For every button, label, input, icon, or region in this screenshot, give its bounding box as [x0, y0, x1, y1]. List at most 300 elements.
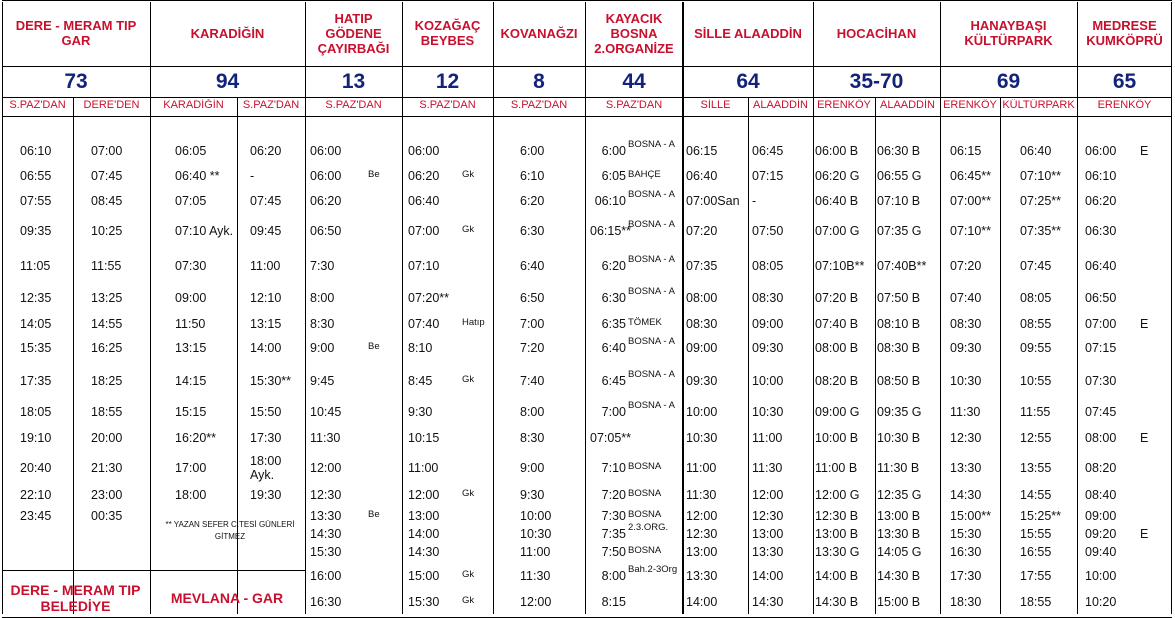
departure-time: 07:15: [752, 169, 784, 183]
departure-time: 9:45: [310, 374, 335, 388]
departure-time: 06:00: [408, 144, 440, 158]
departure-time: 10:00: [520, 509, 552, 523]
departure-time: 06:45: [752, 144, 784, 158]
departure-time: 18:30: [950, 595, 982, 609]
departure-time: 06:15: [686, 144, 718, 158]
departure-time: 11:00 B: [815, 461, 858, 475]
departure-time: 13:15: [250, 317, 282, 331]
departure-time: 06:40 **: [175, 169, 220, 183]
departure-time: 07:20: [950, 259, 982, 273]
departure-time: 09:00 G: [815, 405, 860, 419]
departure-time: 13:25: [91, 291, 123, 305]
departure-time: 12:00: [520, 595, 552, 609]
departure-time: 13:00 B: [877, 509, 921, 523]
route-note: Gk: [462, 488, 475, 499]
departure-time: 14:55: [91, 317, 123, 331]
departure-time: 07:45: [1020, 259, 1052, 273]
departure-time: 11:30: [752, 461, 783, 475]
departure-time: 15:25**: [1020, 509, 1062, 523]
departure-time: 10:00: [1085, 569, 1117, 583]
departure-time: 12:30 B: [815, 509, 859, 523]
route-note: Be: [368, 169, 380, 180]
departure-time: 07:35: [686, 259, 718, 273]
departure-time: 07:10 B: [877, 194, 921, 208]
departure-time: 06:00 B: [815, 144, 859, 158]
departure-time: 07:00: [91, 144, 123, 158]
departure-time: 07:30: [1085, 374, 1117, 388]
route-note: BOSNA - A: [628, 400, 675, 411]
departure-time: 12:35: [20, 291, 52, 305]
departure-time: 07:40: [950, 291, 982, 305]
route-title-hatip: HATIP GÖDENE ÇAYIRBAĞI: [317, 10, 390, 56]
route-note: BOSNA - A: [628, 139, 675, 150]
departure-time: 14:30: [310, 527, 342, 541]
departure-time: -: [250, 169, 255, 183]
departure-time: 6:10: [520, 169, 545, 183]
route-title-hanaybasi: HANAYBAŞI KÜLTÜRPARK: [964, 18, 1053, 48]
departure-time: 06:30 B: [877, 144, 921, 158]
departure-time: 06:00: [310, 144, 342, 158]
departure-time: 23:00: [91, 488, 123, 502]
departure-time: 06:20 G: [815, 169, 860, 183]
departure-time: 07:50 B: [877, 291, 921, 305]
departure-time: 06:00: [310, 169, 342, 183]
departure-time: 06:20: [310, 194, 342, 208]
departure-time: 09:00: [752, 317, 784, 331]
route-note: BOSNA - A: [628, 254, 675, 265]
departure-time: 13:30: [310, 509, 342, 523]
departure-time: 20:00: [91, 431, 123, 445]
grid-hline: [2, 570, 305, 571]
direction-label: DERE'DEN: [83, 99, 140, 111]
departure-time: 16:25: [91, 341, 123, 355]
departure-time: 6:05: [601, 169, 626, 183]
departure-time: 23:45: [20, 509, 52, 523]
departure-time: 17:55: [1020, 569, 1052, 583]
departure-time: 18:00 Ayk.: [250, 454, 282, 482]
departure-time: 09:20: [1085, 527, 1117, 541]
departure-time: 06:30: [1085, 224, 1117, 238]
departure-time: 7:00: [520, 317, 545, 331]
departure-time: 7:40: [520, 374, 545, 388]
departure-time: 00:35: [91, 509, 123, 523]
route-number-karadigin: 94: [215, 70, 240, 93]
departure-time: 16:30: [950, 545, 982, 559]
departure-time: 20:40: [20, 461, 52, 475]
direction-label: KÜLTÜRPARK: [1002, 99, 1075, 111]
grid-hline: [2, 116, 1172, 117]
departure-time: 15:30: [950, 527, 982, 541]
departure-time: 6:30: [601, 291, 626, 305]
departure-time: 06:15**: [590, 224, 632, 238]
departure-time: 08:20 B: [815, 374, 859, 388]
route-number-hocacihan: 35-70: [849, 70, 904, 93]
departure-time: 17:30: [250, 431, 282, 445]
departure-time: 18:25: [91, 374, 123, 388]
departure-time: 14:00: [250, 341, 282, 355]
departure-time: 09:30: [752, 341, 784, 355]
departure-time: 09:35: [20, 224, 52, 238]
direction-label: ERENKÖY: [943, 99, 997, 111]
departure-time: 7:10: [601, 461, 626, 475]
departure-time: 08:10 B: [877, 317, 921, 331]
departure-time: 18:55: [91, 405, 123, 419]
departure-time: 10:00: [686, 405, 718, 419]
departure-time: E: [1140, 317, 1149, 331]
departure-time: 07:30: [175, 259, 207, 273]
departure-time: 15:30: [310, 545, 342, 559]
route-note: Bah.2-3Org: [628, 564, 678, 575]
grid-vline: [1171, 2, 1172, 614]
route-note: BOSNA - A: [628, 219, 675, 230]
departure-time: 06:40: [686, 169, 718, 183]
departure-time: 06:10: [20, 144, 52, 158]
departure-time: 08:00: [686, 291, 718, 305]
route-note: BOSNA - A: [628, 369, 675, 380]
departure-time: 6:00: [520, 144, 545, 158]
route-note: Be: [368, 509, 380, 520]
route-note: BOSNA: [628, 545, 662, 556]
departure-time: E: [1140, 527, 1149, 541]
departure-time: 9:00: [310, 341, 335, 355]
departure-time: 08:00: [1085, 431, 1117, 445]
departure-time: 07:00**: [950, 194, 992, 208]
departure-time: 14:05 G: [877, 545, 922, 559]
departure-time: 8:00: [520, 405, 545, 419]
route-note: Hatıp: [462, 317, 485, 328]
direction-label: ALAADDİN: [879, 99, 936, 111]
departure-time: 15:15: [175, 405, 207, 419]
departure-time: 8:00: [310, 291, 335, 305]
departure-time: 10:45: [310, 405, 342, 419]
departure-time: 6:00: [601, 144, 626, 158]
departure-time: 15:35: [20, 341, 52, 355]
departure-time: 16:20**: [175, 431, 217, 445]
departure-time: 19:10: [20, 431, 52, 445]
departure-time: 7:20: [520, 341, 545, 355]
departure-time: 14:00: [686, 595, 718, 609]
direction-label: ERENKÖY: [1097, 99, 1152, 111]
route-title-dere: DERE - MERAM TIP GAR: [15, 18, 137, 48]
departure-time: 07:35**: [1020, 224, 1062, 238]
departure-time: 12:00: [310, 461, 342, 475]
route-note: Gk: [462, 569, 475, 580]
departure-time: 17:30: [950, 569, 982, 583]
direction-label: SİLLE: [700, 99, 731, 111]
departure-time: 06:45**: [950, 169, 992, 183]
departure-time: 07:25**: [1020, 194, 1062, 208]
departure-time: 06:15: [950, 144, 982, 158]
departure-time: 11:00: [520, 545, 551, 559]
route-note: BOSNA - A: [628, 336, 675, 347]
departure-time: 18:55: [1020, 595, 1052, 609]
direction-label: S.PAZ'DAN: [242, 99, 300, 111]
departure-time: 12:30: [752, 509, 784, 523]
departure-time: 08:30: [686, 317, 718, 331]
grid-vline: [875, 97, 876, 614]
route-title-sille: SİLLE ALAADDİN: [694, 25, 802, 41]
departure-time: 13:00: [408, 509, 440, 523]
route-number-hanaybasi: 69: [996, 70, 1021, 93]
departure-time: 06:10: [1085, 169, 1117, 183]
departure-time: 08:30: [950, 317, 982, 331]
departure-time: 08:55: [1020, 317, 1052, 331]
grid-vline: [73, 97, 74, 614]
route-note: Be: [368, 341, 380, 352]
departure-time: 06:20: [408, 169, 440, 183]
departure-time: 6:40: [601, 341, 626, 355]
departure-time: 12:30: [686, 527, 718, 541]
departure-time: 15:00**: [950, 509, 992, 523]
grid-vline: [748, 97, 749, 614]
departure-time: 12:00: [686, 509, 718, 523]
departure-time: 09:30: [950, 341, 982, 355]
direction-label: KARADİĞİN: [163, 99, 224, 111]
departure-time: 17:35: [20, 374, 52, 388]
departure-time: 16:00: [310, 569, 342, 583]
departure-time: 14:05: [20, 317, 52, 331]
departure-time: 15:50: [250, 405, 282, 419]
route-number-hatip: 13: [341, 70, 366, 93]
departure-time: 07:45: [250, 194, 282, 208]
departure-time: 7:00: [601, 405, 626, 419]
departure-time: 06:05: [175, 144, 207, 158]
departure-time: 13:15: [175, 341, 207, 355]
departure-time: 11:30 B: [877, 461, 920, 475]
departure-time: 06:40: [1020, 144, 1052, 158]
departure-time: 14:30: [408, 545, 440, 559]
departure-time: 09:00: [1085, 509, 1117, 523]
departure-time: 6:20: [601, 259, 626, 273]
departure-time: 06:40 B: [815, 194, 859, 208]
grid-hline: [2, 0, 1172, 1]
departure-time: 07:20: [686, 224, 718, 238]
departure-time: 06:40: [408, 194, 440, 208]
departure-time: 12:00: [408, 488, 440, 502]
departure-time: 13:00: [686, 545, 718, 559]
departure-time: 17:00: [175, 461, 207, 475]
departure-time: 14:00: [408, 527, 440, 541]
grid-hline: [2, 97, 1172, 98]
departure-time: 07:35 G: [877, 224, 922, 238]
departure-time: 21:30: [91, 461, 123, 475]
departure-time: 07:45: [91, 169, 123, 183]
departure-time: 13:30: [950, 461, 982, 475]
departure-time: 09:45: [250, 224, 282, 238]
departure-time: 13:30: [686, 569, 718, 583]
departure-time: 12:35 G: [877, 488, 922, 502]
direction-label: S.PAZ'DAN: [605, 99, 663, 111]
departure-time: 8:30: [310, 317, 335, 331]
departure-time: 8:15: [601, 595, 626, 609]
departure-time: 07:00San: [686, 194, 740, 208]
footer-route-title: DERE - MERAM TIP BELEDİYE: [10, 582, 141, 614]
departure-time: 15:30: [408, 595, 440, 609]
departure-time: 08:20: [1085, 461, 1117, 475]
departure-time: 11:50: [175, 317, 206, 331]
departure-time: 11:00: [752, 431, 783, 445]
route-number-kayacik: 44: [622, 70, 646, 93]
departure-time: 10:00: [752, 374, 784, 388]
departure-time: 19:30: [250, 488, 282, 502]
departure-time: 08:45: [91, 194, 123, 208]
direction-label: ERENKÖY: [817, 99, 871, 111]
departure-time: 13:30 B: [877, 527, 921, 541]
departure-time: 09:00: [175, 291, 207, 305]
departure-time: 08:00 B: [815, 341, 859, 355]
departure-time: 11:30: [686, 488, 717, 502]
departure-time: 7:35: [601, 527, 626, 541]
departure-time: 11:00: [250, 259, 281, 273]
departure-time: 08:50 B: [877, 374, 921, 388]
departure-time: -: [752, 194, 757, 208]
departure-time: 07:50: [752, 224, 784, 238]
route-title-kozagac: KOZAĞAÇ BEYBES: [414, 18, 481, 48]
departure-time: 06:20: [1085, 194, 1117, 208]
departure-time: 06:20: [250, 144, 282, 158]
departure-time: 6:35: [601, 317, 626, 331]
footnote-saturday: ** YAZAN SEFER C.TESİ GÜNLERİ GİTMEZ: [165, 520, 295, 541]
departure-time: 14:30 B: [815, 595, 859, 609]
direction-label: S.PAZ'DAN: [325, 99, 382, 111]
departure-time: 18:05: [20, 405, 52, 419]
departure-time: 13:30 G: [815, 545, 860, 559]
route-number-dere: 73: [64, 70, 88, 93]
route-note: Gk: [462, 224, 475, 235]
departure-time: 18:00: [175, 488, 207, 502]
departure-time: 10:00 B: [815, 431, 859, 445]
departure-time: 06:10: [594, 194, 626, 208]
departure-time: 07:05: [175, 194, 207, 208]
departure-time: 07:15: [1085, 341, 1117, 355]
route-note: BOSNA: [628, 488, 662, 499]
departure-time: 12:00: [752, 488, 784, 502]
departure-time: 14:30: [752, 595, 784, 609]
departure-time: 06:50: [310, 224, 342, 238]
departure-time: 07:00: [408, 224, 440, 238]
route-title-medrese: MEDRESE KUMKÖPRÜ: [1086, 18, 1163, 48]
departure-time: 14:30 B: [877, 569, 921, 583]
departure-time: 14:15: [175, 374, 207, 388]
departure-time: 6:20: [520, 194, 545, 208]
route-note: Gk: [462, 169, 475, 180]
departure-time: 11:30: [310, 431, 341, 445]
departure-time: 06:40: [1085, 259, 1117, 273]
departure-time: E: [1140, 144, 1149, 158]
departure-time: 11:30: [520, 569, 551, 583]
departure-time: 07:45: [1085, 405, 1117, 419]
direction-label: S.PAZ'DAN: [419, 99, 476, 111]
departure-time: 16:30: [310, 595, 342, 609]
departure-time: 6:45: [601, 374, 626, 388]
departure-time: 15:30**: [250, 374, 292, 388]
route-title-hocacihan: HOCACİHAN: [836, 25, 917, 41]
departure-time: 07:55: [20, 194, 52, 208]
direction-label: S.PAZ'DAN: [9, 99, 66, 111]
departure-time: 22:10: [20, 488, 52, 502]
departure-time: 07:40: [408, 317, 440, 331]
departure-time: 09:40: [1085, 545, 1117, 559]
departure-time: E: [1140, 431, 1149, 445]
departure-time: 12:55: [1020, 431, 1052, 445]
departure-time: 8:10: [408, 341, 433, 355]
departure-time: 12:00 G: [815, 488, 860, 502]
departure-time: 11:55: [91, 259, 122, 273]
route-note: BOSNA: [628, 509, 662, 520]
grid-hline: [2, 66, 1172, 67]
departure-time: 13:00 B: [815, 527, 859, 541]
departure-time: 14:00 B: [815, 569, 859, 583]
departure-time: 10:30: [686, 431, 718, 445]
departure-time: 07:20 B: [815, 291, 859, 305]
direction-label: S.PAZ'DAN: [510, 99, 568, 111]
grid-vline: [1000, 97, 1001, 614]
departure-time: 6:50: [520, 291, 545, 305]
route-note: TÖMEK: [628, 317, 662, 328]
route-note: BOSNA: [628, 461, 662, 472]
departure-time: 10:25: [91, 224, 123, 238]
route-note: Gk: [462, 374, 475, 385]
departure-time: 12:30: [310, 488, 342, 502]
departure-time: 14:55: [1020, 488, 1052, 502]
route-number-sille: 64: [736, 70, 760, 93]
departure-time: 07:10 Ayk.: [175, 224, 234, 238]
route-title-karadigin: KARADİĞİN: [190, 25, 265, 41]
departure-time: 15:00: [408, 569, 440, 583]
departure-time: 13:00: [752, 527, 784, 541]
departure-time: 10:30: [520, 527, 552, 541]
departure-time: 11:05: [20, 259, 51, 273]
departure-time: 09:55: [1020, 341, 1052, 355]
departure-time: 11:00: [408, 461, 439, 475]
departure-time: 08:40: [1085, 488, 1117, 502]
departure-time: 13:30: [752, 545, 784, 559]
departure-time: 9:30: [408, 405, 433, 419]
departure-time: 7:20: [601, 488, 626, 502]
departure-time: 06:00: [1085, 144, 1117, 158]
route-note: Gk: [462, 595, 475, 606]
departure-time: 11:00: [686, 461, 717, 475]
departure-time: 8:00: [601, 569, 626, 583]
route-title-kayacik: KAYACIK BOSNA 2.ORGANİZE: [594, 10, 674, 56]
route-note: BOSNA - A: [628, 189, 675, 200]
departure-time: 09:00: [686, 341, 718, 355]
departure-time: 08:05: [752, 259, 784, 273]
departure-time: 7:50: [601, 545, 626, 559]
departure-time: 10:20: [1085, 595, 1117, 609]
departure-time: 07:05**: [590, 431, 632, 445]
departure-time: 06:55: [20, 169, 52, 183]
departure-time: 07:10**: [950, 224, 992, 238]
departure-time: 10:30: [950, 374, 982, 388]
departure-time: 07:10**: [1020, 169, 1062, 183]
route-note: BOSNA - A: [628, 286, 675, 297]
departure-time: 14:30: [950, 488, 982, 502]
departure-time: 15:55: [1020, 527, 1052, 541]
departure-time: 06:50: [1085, 291, 1117, 305]
departure-time: 9:00: [520, 461, 545, 475]
departure-time: 07:10: [408, 259, 440, 273]
departure-time: 09:35 G: [877, 405, 922, 419]
departure-time: 10:30 B: [877, 431, 921, 445]
direction-label: ALAADDİN: [752, 99, 809, 111]
departure-time: 8:45: [408, 374, 433, 388]
departure-time: 07:20**: [408, 291, 450, 305]
departure-time: 15:00 B: [877, 595, 921, 609]
departure-time: 08:30 B: [877, 341, 921, 355]
departure-time: 08:30: [752, 291, 784, 305]
departure-time: 6:30: [520, 224, 545, 238]
